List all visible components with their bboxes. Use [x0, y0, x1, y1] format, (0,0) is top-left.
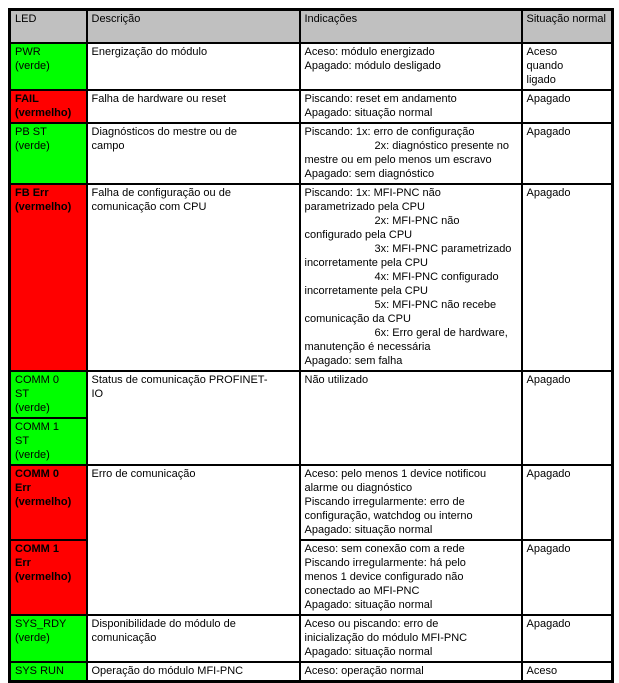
led-label: (verde) [15, 449, 50, 461]
led-label: PB ST [15, 126, 47, 138]
normal-state-cell [522, 184, 613, 371]
cell-text-line: manutenção é necessária [304, 341, 431, 353]
cell-text-line: incorretamente pela CPU [304, 257, 429, 269]
description-cell [87, 43, 300, 90]
led-label: FB Err [15, 187, 49, 199]
normal-state-cell [522, 123, 613, 184]
cell-text-line: 2x: diagnóstico presente no [374, 140, 510, 152]
cell-text-line: Disponibilidade do módulo de [91, 618, 236, 630]
led-cell [10, 90, 87, 123]
col-header-led: LED [10, 10, 87, 44]
cell-text-line: Aceso: sem conexão com a rede [304, 543, 465, 555]
cell-text-line: Falha de hardware ou reset [91, 93, 227, 105]
led-label: SYS_RDY [15, 618, 67, 630]
normal-state-cell [522, 662, 613, 682]
cell-text-line: Operação do módulo MFI-PNC [91, 665, 244, 677]
led-label: (verde) [15, 140, 50, 152]
description-cell [87, 184, 300, 371]
led-label: (vermelho) [15, 571, 72, 583]
cell-text-line: Apagado: sem falha [304, 355, 403, 367]
col-header-normal-state: Situação normal [522, 10, 613, 44]
led-label: Err [15, 557, 31, 569]
cell-text-line: Aceso ou piscando: erro de [304, 618, 439, 630]
cell-text-line: Apagado: situação normal [304, 524, 433, 536]
description-cell [87, 465, 300, 615]
cell-text-line: Apagado [526, 618, 571, 630]
cell-text-line: Apagado: situação normal [304, 646, 433, 658]
led-label: (vermelho) [15, 107, 72, 119]
cell-text-line: Aceso: módulo energizado [304, 46, 435, 58]
led-cell [10, 184, 87, 371]
table-row [10, 465, 613, 540]
cell-text-line: 5x: MFI-PNC não recebe [374, 299, 497, 311]
cell-text-line: 2x: MFI-PNC não [374, 215, 460, 227]
cell-text-line: Aceso: operação normal [304, 665, 424, 677]
cell-text-line: conectado ao MFI-PNC [304, 585, 420, 597]
indications-cell [300, 43, 522, 90]
cell-text-line: Apagado: situação normal [304, 107, 433, 119]
cell-text-line: Erro de comunicação [91, 468, 196, 480]
led-label: (vermelho) [15, 496, 72, 508]
led-label: (verde) [15, 402, 50, 414]
cell-text-line: alarme ou diagnóstico [304, 482, 413, 494]
cell-text-line: inicialização do módulo MFI-PNC [304, 632, 468, 644]
normal-state-cell [522, 90, 613, 123]
cell-text-line: Falha de configuração ou de [91, 187, 231, 199]
cell-text-line: Piscando irregularmente: há pelo [304, 557, 466, 569]
cell-text-line: comunicação da CPU [304, 313, 411, 325]
indications-cell [300, 123, 522, 184]
cell-text-line: Piscando: reset em andamento [304, 93, 457, 105]
led-cell [10, 540, 87, 615]
cell-text-line: configurado pela CPU [304, 229, 413, 241]
cell-text-line: configuração, watchdog ou interno [304, 510, 473, 522]
header-row [10, 10, 613, 44]
cell-text-line: Apagado [526, 468, 571, 480]
led-label: Err [15, 482, 31, 494]
cell-text-line: 6x: Erro geral de hardware, [374, 327, 508, 339]
indications-cell [300, 184, 522, 371]
cell-text-line: IO [91, 388, 104, 400]
table-row [10, 90, 613, 123]
indications-cell [300, 465, 522, 540]
cell-text-line: Apagado: sem diagnóstico [304, 168, 435, 180]
indications-cell [300, 90, 522, 123]
led-label: COMM 0 [15, 374, 59, 386]
led-label: (verde) [15, 632, 50, 644]
normal-state-cell [522, 540, 613, 615]
cell-text-line: Apagado: situação normal [304, 599, 433, 611]
normal-state-cell [522, 43, 613, 90]
cell-text-line: comunicação [91, 632, 157, 644]
cell-text-line: quando [526, 60, 564, 72]
table-row [10, 662, 613, 682]
led-cell [10, 662, 87, 682]
cell-text-line: Apagado: módulo desligado [304, 60, 441, 72]
description-cell [87, 90, 300, 123]
indications-cell [300, 371, 522, 465]
cell-text-line: 3x: MFI-PNC parametrizado [374, 243, 512, 255]
cell-text-line: Piscando irregularmente: erro de [304, 496, 465, 508]
led-label: COMM 0 [15, 468, 59, 480]
led-cell [10, 418, 87, 465]
description-cell [87, 123, 300, 184]
normal-state-cell [522, 465, 613, 540]
led-status-table [8, 8, 614, 683]
table-row [10, 123, 613, 184]
table-row [10, 371, 613, 418]
cell-text-line: Apagado [526, 126, 571, 138]
cell-text-line: Apagado [526, 374, 571, 386]
cell-text-line: Aceso: pelo menos 1 device notificou [304, 468, 487, 480]
cell-text-line: incorretamente pela CPU [304, 285, 429, 297]
indications-cell [300, 662, 522, 682]
led-cell [10, 123, 87, 184]
cell-text-line: Aceso [526, 46, 558, 58]
led-label: ST [15, 435, 30, 447]
cell-text-line: Apagado [526, 93, 571, 105]
led-cell [10, 43, 87, 90]
cell-text-line: Apagado [526, 543, 571, 555]
led-label: COMM 1 [15, 421, 59, 433]
led-label: COMM 1 [15, 543, 59, 555]
cell-text-line: menos 1 device configurado não [304, 571, 464, 583]
led-label: (verde) [15, 60, 50, 72]
cell-text-line: Aceso [526, 665, 558, 677]
led-label: ST [15, 388, 30, 400]
table-row [10, 43, 613, 90]
col-header-indications: Indicações [300, 10, 522, 44]
led-label: SYS RUN [15, 665, 64, 677]
led-cell [10, 371, 87, 418]
cell-text-line: Piscando: 1x: erro de configuração [304, 126, 475, 138]
description-cell [87, 662, 300, 682]
cell-text-line: comunicação com CPU [91, 201, 207, 213]
cell-text-line: Diagnósticos do mestre ou de [91, 126, 238, 138]
cell-text-line: Piscando: 1x: MFI-PNC não [304, 187, 441, 199]
normal-state-cell [522, 371, 613, 465]
col-header-description: Descrição [87, 10, 300, 44]
led-label: (vermelho) [15, 201, 72, 213]
cell-text-line: Status de comunicação PROFINET- [91, 374, 268, 386]
description-cell [87, 371, 300, 465]
cell-text-line: campo [91, 140, 125, 152]
cell-text-line: ligado [526, 74, 556, 86]
table-row [10, 184, 613, 371]
cell-text-line: Não utilizado [304, 374, 369, 386]
indications-cell [300, 540, 522, 615]
cell-text-line: mestre ou em pelo menos um escravo [304, 154, 492, 166]
led-label: PWR [15, 46, 41, 58]
cell-text-line: 4x: MFI-PNC configurado [374, 271, 499, 283]
led-label: FAIL [15, 93, 39, 105]
cell-text-line: Energização do módulo [91, 46, 208, 58]
cell-text-line: Apagado [526, 187, 571, 199]
cell-text-line: parametrizado pela CPU [304, 201, 425, 213]
led-cell [10, 465, 87, 540]
